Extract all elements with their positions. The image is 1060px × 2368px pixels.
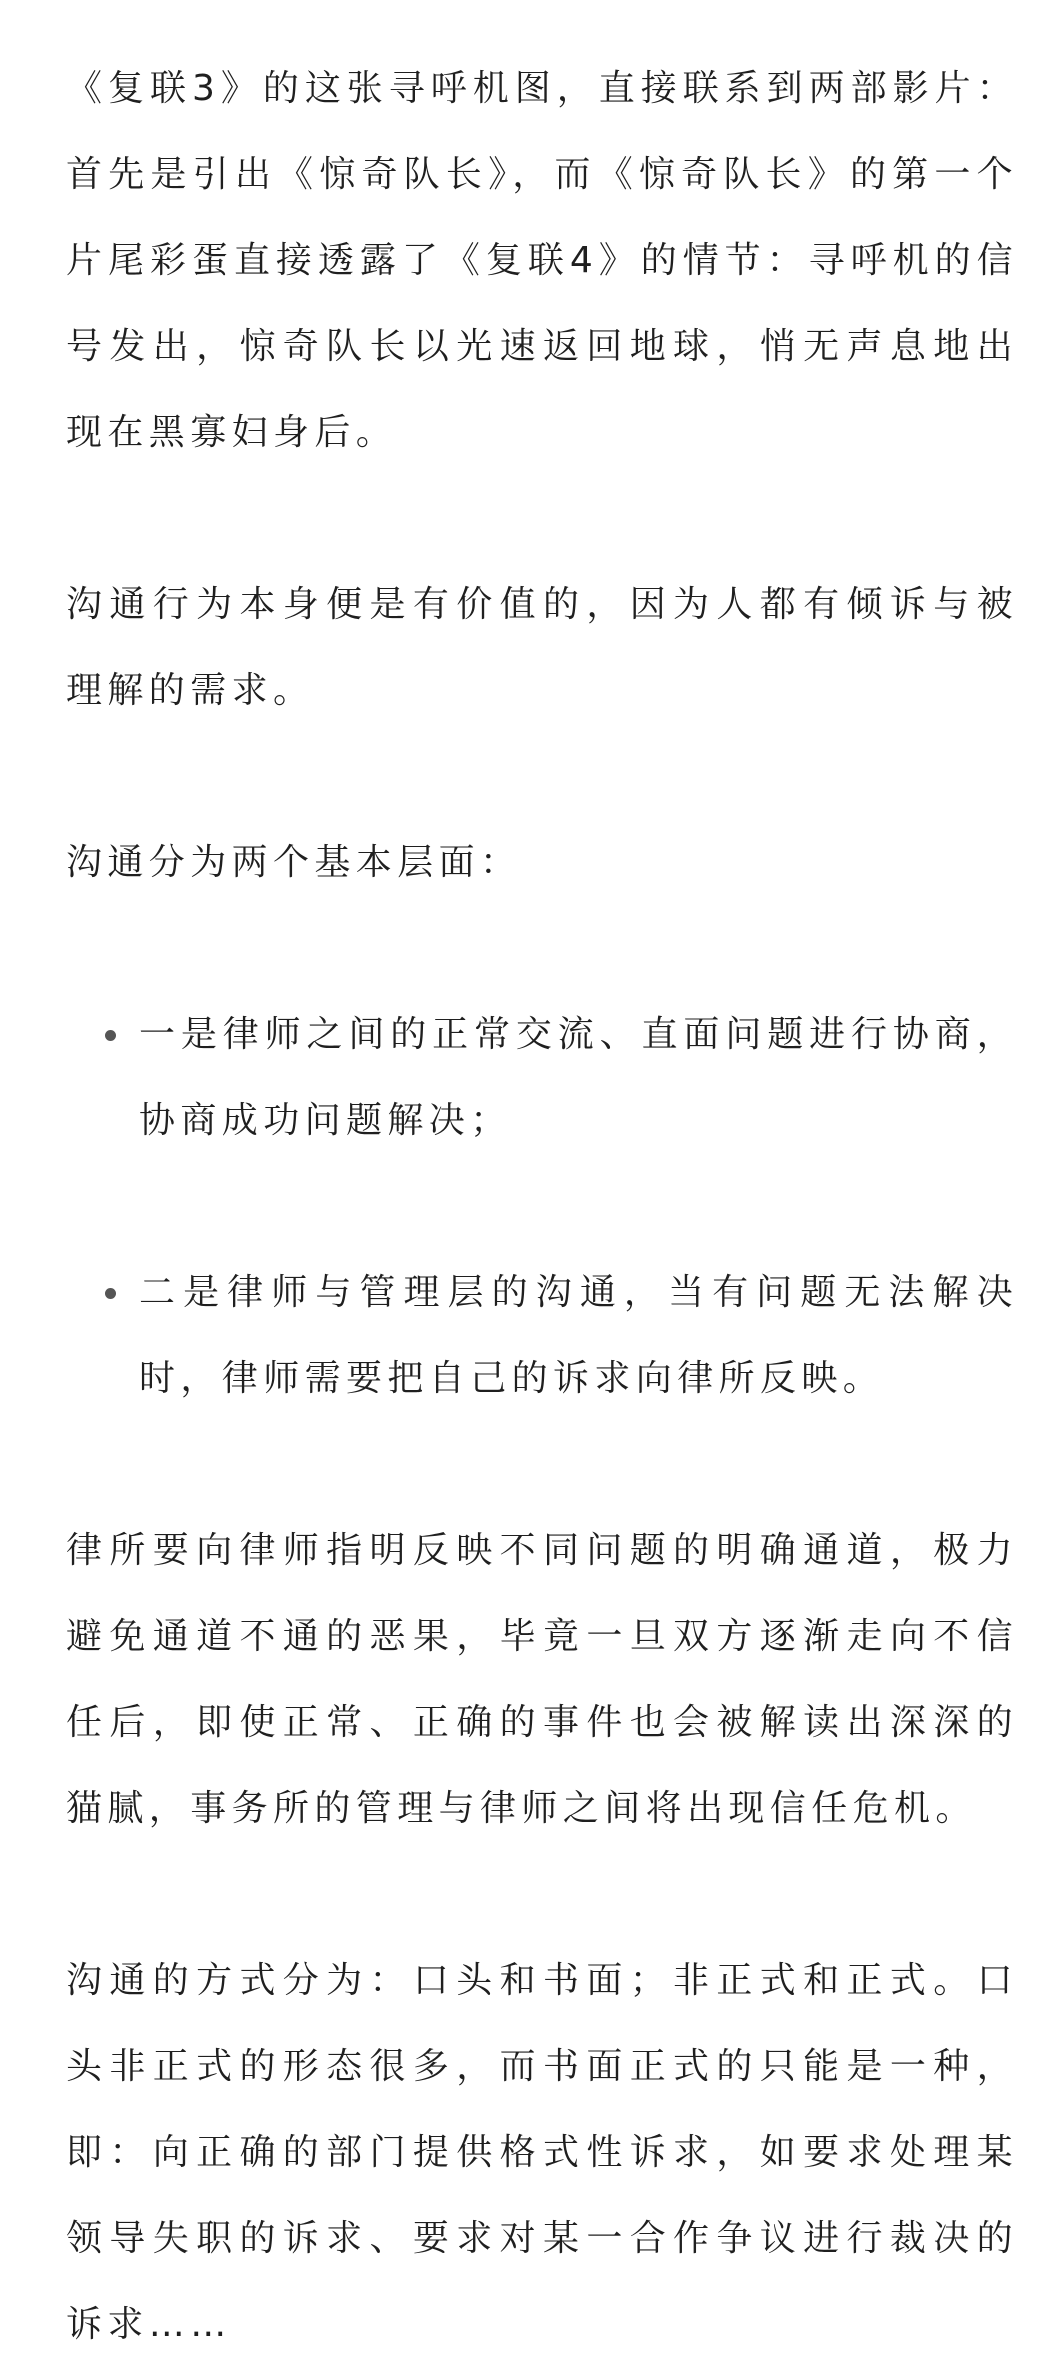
paragraph-spacer	[66, 476, 1018, 562]
list-item	[66, 1250, 1018, 1422]
paragraph-communication-value: 沟通行为本身便是有价值的，因为人都有倾诉与被理解的需求。	[66, 584, 1018, 711]
paragraph-spacer	[66, 1422, 1018, 1508]
bullet-dot-icon	[105, 1030, 116, 1041]
paragraph-law-firm-channels: 律所要向律师指明反映不同问题的明确通道，极力避免通道不通的恶果，毕竟一旦双方逐渐走向不信任后，即使正常、正确的事件也会被解读出深深的猫腻，事务所的管理与律师之间将出现信任危机。	[66, 1530, 1018, 1829]
paragraph-spacer	[66, 734, 1018, 820]
paragraph-spacer	[66, 906, 1018, 992]
list-item-text: 二是律师与管理层的沟通，当有问题无法解决时，律师需要把自己的诉求向律所反映。	[139, 1272, 1018, 1399]
list-item	[66, 992, 1018, 1164]
communication-levels-list	[66, 992, 1018, 1422]
list-item-text: 一是律师之间的正常交流、直面问题进行协商，协商成功问题解决；	[139, 1014, 1018, 1141]
paragraph-communication-methods: 沟通的方式分为：口头和书面；非正式和正式。口头非正式的形态很多，而书面正式的只能是一种，即：向正确的部门提供格式性诉求，如要求处理某领导失职的诉求、要求对某一合作争议进行裁决的诉求……	[66, 1960, 1018, 2345]
paragraph-pager-avengers: 《复联3》的这张寻呼机图，直接联系到两部影片：首先是引出《惊奇队长》，而《惊奇队长》的第一个片尾彩蛋直接透露了《复联4》的情节：寻呼机的信号发出，惊奇队长以光速返回地球，悄无声息地出现在黑寡妇身后。	[66, 68, 1018, 453]
bullet-dot-icon	[105, 1288, 116, 1299]
paragraph-spacer	[66, 1852, 1018, 1938]
paragraph-communication-levels: 沟通分为两个基本层面：	[66, 842, 522, 883]
